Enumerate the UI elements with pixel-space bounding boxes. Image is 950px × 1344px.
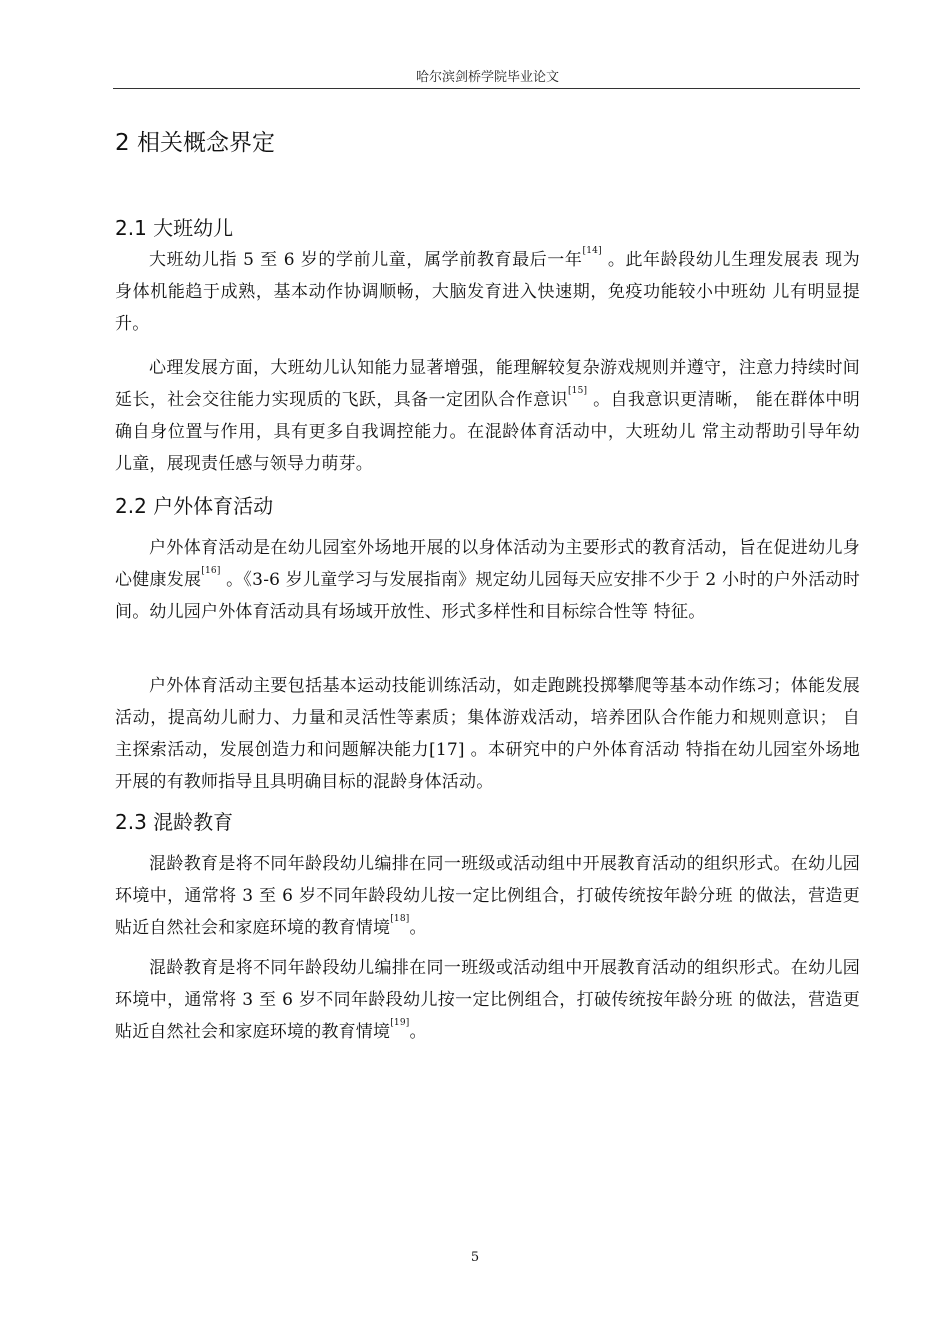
citation: [14] — [582, 246, 602, 256]
citation: [16] — [201, 566, 221, 576]
page-header: 哈尔滨剑桥学院毕业论文 — [415, 70, 559, 85]
citation: [19] — [390, 1018, 410, 1028]
section-heading-2-2: 2.2 户外体育活动 — [115, 494, 274, 518]
paragraph: 混龄教育是将不同年龄段幼儿编排在同一班级或活动组中开展教育活动的组织形式。在幼儿园环境中，通常将 3 至 6 岁不同年龄段幼儿按一定比例组合，打破传统按年龄分班 的做法，营造更贴近自然社会和家庭环境的教育情境[18]。 — [115, 854, 860, 938]
page-number: 5 — [470, 1250, 480, 1265]
paragraph: 户外体育活动是在幼儿园室外场地开展的以身体活动为主要形式的教育活动，旨在促进幼儿身心健康发展[16] 。《3-6 岁儿童学习与发展指南》规定幼儿园每天应安排不少于 2 小时的户外活动时间。幼儿园户外体育活动具有场域开放性、形式多样性和目标综合性等 特征。 — [115, 538, 860, 622]
paragraph: 心理发展方面，大班幼儿认知能力显著增强，能理解较复杂游戏规则并遵守，注意力持续时间延长，社会交往能力实现质的飞跃，具备一定团队合作意识[15] 。自我意识更清晰， 能在群体中明确自身位置与作用，具有更多自我调控能力。在混龄体育活动中，大班幼儿 常主动帮助引导年幼儿童，展现责任感与领导力萌芽。 — [115, 358, 860, 474]
header-rule — [113, 88, 860, 89]
citation: [15] — [567, 386, 588, 396]
paragraph: 户外体育活动主要包括基本运动技能训练活动，如走跑跳投掷攀爬等基本动作练习；体能发展活动，提高幼儿耐力、力量和灵活性等素质；集体游戏活动，培养团队合作能力和规则意识； 自主探索活动，发展创造力和问题解决能力[17] 。本研究中的户外体育活动 特指在幼儿园室外场地开展的有教师指导且具明确目标的混龄身体活动。 — [115, 676, 860, 792]
chapter-title: 2 相关概念界定 — [115, 130, 275, 156]
paragraph: 大班幼儿指 5 至 6 岁的学前儿童，属学前教育最后一年[14] 。此年龄段幼儿生理发展表 现为身体机能趋于成熟，基本动作协调顺畅，大脑发育进入快速期，免疫功能较小中班幼 儿有明显提升。 — [115, 246, 860, 334]
section-heading-2-1: 2.1 大班幼儿 — [115, 216, 234, 240]
paragraph: 混龄教育是将不同年龄段幼儿编排在同一班级或活动组中开展教育活动的组织形式。在幼儿园环境中，通常将 3 至 6 岁不同年龄段幼儿按一定比例组合，打破传统按年龄分班 的做法，营造更贴近自然社会和家庭环境的教育情境[19]。 — [115, 958, 860, 1042]
citation: [18] — [390, 914, 410, 924]
section-heading-2-3: 2.3 混龄教育 — [115, 810, 234, 834]
